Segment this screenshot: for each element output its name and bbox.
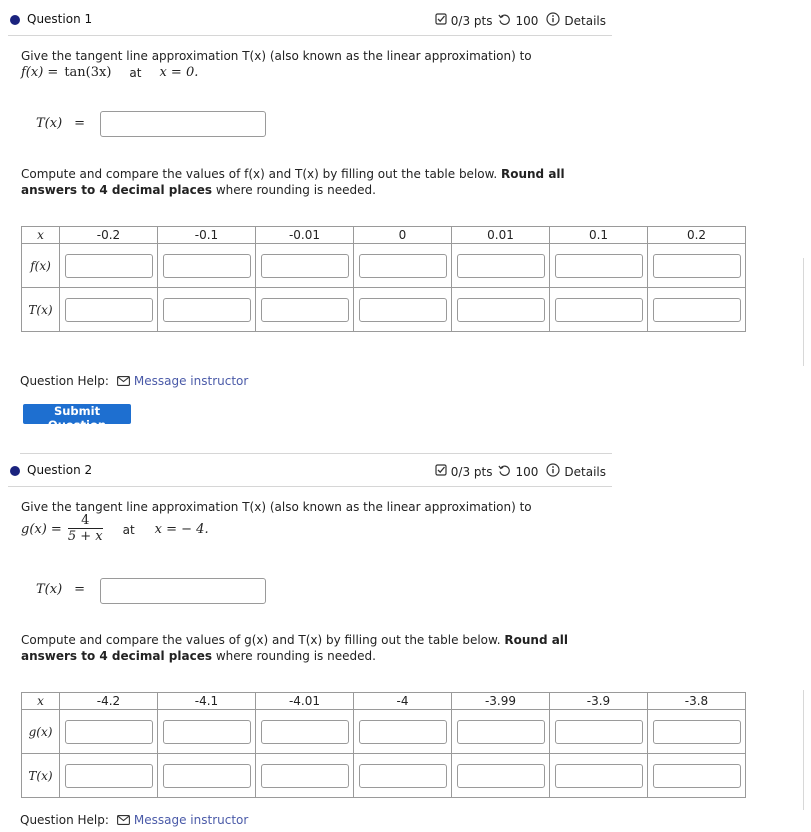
column-header: -0.01 [256, 227, 354, 244]
table-cell-input[interactable] [555, 764, 643, 788]
question-meta [435, 12, 606, 29]
function-definition [21, 514, 209, 545]
table-cell-input[interactable] [457, 298, 545, 322]
divider [8, 35, 612, 36]
message-instructor-link[interactable] [117, 813, 248, 827]
info-icon[interactable] [546, 463, 560, 480]
row-label: f(x) [22, 244, 60, 288]
function-definition [21, 65, 198, 80]
table-cell-input[interactable] [261, 298, 349, 322]
column-header: -0.2 [60, 227, 158, 244]
help-label: Question Help: [20, 813, 109, 827]
table-row [22, 288, 746, 332]
t-label: T(x) [36, 116, 63, 131]
question-help [20, 813, 248, 827]
fraction-numerator: 4 [68, 514, 103, 529]
info-icon[interactable] [546, 12, 560, 29]
compare-instructions [21, 166, 611, 198]
column-header: 0 [354, 227, 452, 244]
retry-icon [498, 464, 511, 480]
table-header-row [22, 227, 746, 244]
evaluation-point: x = − 4. [154, 522, 209, 537]
x-header: x [22, 227, 60, 244]
table-cell-input[interactable] [65, 720, 153, 744]
t-of-x-input[interactable] [100, 578, 266, 604]
t-of-x-input[interactable] [100, 111, 266, 137]
column-header: -3.99 [452, 693, 550, 710]
divider [8, 486, 612, 487]
t-equals: = [74, 582, 86, 597]
divider [20, 453, 612, 454]
table-cell-input[interactable] [65, 298, 153, 322]
row-label: g(x) [22, 710, 60, 754]
question-prompt: Give the tangent line approximation T(x) (also known as the linear approximation) to [21, 500, 532, 514]
evaluation-point: x = 0. [159, 65, 199, 80]
round-bold: Round all answers to 4 decimal places [21, 167, 565, 197]
retries-text: 100 [515, 13, 539, 28]
question-1-header [8, 8, 612, 32]
values-table [21, 692, 746, 798]
table-cell-input[interactable] [653, 720, 741, 744]
table-cell-input[interactable] [261, 720, 349, 744]
table-cell-input[interactable] [359, 298, 447, 322]
column-header: -4.2 [60, 693, 158, 710]
table-cell-input[interactable] [457, 254, 545, 278]
table-cell-input[interactable] [359, 254, 447, 278]
column-header: -4 [354, 693, 452, 710]
function-lhs: g(x) = [21, 522, 62, 537]
row-label: T(x) [22, 754, 60, 798]
t-equals: = [74, 116, 86, 131]
table-cell-input[interactable] [163, 764, 251, 788]
checkbox-icon [435, 13, 447, 28]
t-of-x-row [36, 116, 85, 131]
t-of-x-row [36, 582, 85, 597]
table-cell-input[interactable] [653, 764, 741, 788]
question-meta [435, 463, 606, 480]
table-cell-input[interactable] [359, 764, 447, 788]
fraction-denominator: 5 + x [67, 529, 103, 544]
table-cell-input[interactable] [359, 720, 447, 744]
row-label: T(x) [22, 288, 60, 332]
scrollbar[interactable] [803, 690, 804, 810]
message-instructor-label: Message instructor [133, 813, 249, 827]
scrollbar[interactable] [803, 258, 804, 366]
table-row [22, 244, 746, 288]
question-2-header [8, 459, 612, 483]
round-bold: Round all answers to 4 decimal places [21, 633, 569, 663]
mail-icon [117, 376, 130, 386]
details-link[interactable]: Details [564, 13, 606, 28]
table-row [22, 710, 746, 754]
column-header: 0.1 [550, 227, 648, 244]
question-title: Question 1 [27, 12, 93, 26]
column-header: 0.2 [648, 227, 746, 244]
column-header: -3.8 [648, 693, 746, 710]
question-title: Question 2 [27, 463, 93, 477]
t-label: T(x) [36, 582, 63, 597]
mail-icon [117, 815, 130, 825]
table-row [22, 754, 746, 798]
table-cell-input[interactable] [65, 764, 153, 788]
table-cell-input[interactable] [555, 254, 643, 278]
column-header: -4.01 [256, 693, 354, 710]
x-header: x [22, 693, 60, 710]
question-prompt: Give the tangent line approximation T(x) (also known as the linear approximation) to [21, 49, 532, 63]
message-instructor-link[interactable] [117, 374, 248, 388]
function-lhs: f(x) = [21, 65, 59, 80]
column-header: 0.01 [452, 227, 550, 244]
help-label: Question Help: [20, 374, 109, 388]
column-header: -0.1 [158, 227, 256, 244]
compare-text: Compute and compare the values of g(x) and T(x) by filling out the table below. [21, 633, 501, 647]
question-help [20, 374, 248, 388]
round-tail: where rounding is needed. [215, 649, 376, 663]
round-tail: where rounding is needed. [215, 183, 376, 197]
question-bullet-icon [10, 15, 20, 25]
compare-text: Compute and compare the values of f(x) and T(x) by filling out the table below. [21, 167, 498, 181]
compare-instructions [21, 632, 611, 664]
column-header: -4.1 [158, 693, 256, 710]
table-cell-input[interactable] [555, 298, 643, 322]
table-cell-input[interactable] [457, 720, 545, 744]
at-label: at [122, 522, 135, 537]
retries-text: 100 [515, 464, 539, 479]
table-cell-input[interactable] [163, 254, 251, 278]
checkbox-icon [435, 464, 447, 479]
at-label: at [129, 65, 142, 80]
table-cell-input[interactable] [457, 764, 545, 788]
question-bullet-icon [10, 466, 20, 476]
function-rhs: tan(3x) [64, 65, 112, 80]
score-text: 0/3 pts [450, 464, 493, 479]
details-link[interactable]: Details [564, 464, 606, 479]
table-cell-input[interactable] [555, 720, 643, 744]
column-header: -3.9 [550, 693, 648, 710]
submit-question-button[interactable]: Submit Question [23, 404, 131, 424]
score-text: 0/3 pts [450, 13, 493, 28]
table-cell-input[interactable] [261, 764, 349, 788]
table-cell-input[interactable] [163, 298, 251, 322]
table-cell-input[interactable] [261, 254, 349, 278]
table-cell-input[interactable] [65, 254, 153, 278]
retry-icon [498, 13, 511, 29]
table-header-row [22, 693, 746, 710]
table-cell-input[interactable] [163, 720, 251, 744]
table-cell-input[interactable] [653, 298, 741, 322]
values-table [21, 226, 746, 332]
fraction [68, 514, 103, 545]
message-instructor-label: Message instructor [133, 374, 249, 388]
table-cell-input[interactable] [653, 254, 741, 278]
